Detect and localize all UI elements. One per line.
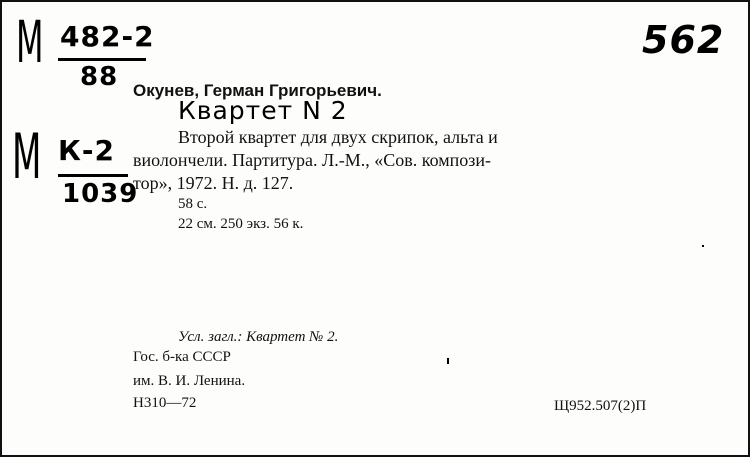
shelfmark-divider-2 [58,174,128,177]
classification-code: Щ952.507(2)П [554,398,647,414]
shelfmark-divider-1 [58,58,146,61]
speck [447,358,449,364]
title-line-2: виолончели. Партитура. Л.-М., «Сов. компози- [133,150,491,170]
shelfmark-letter-1: М [16,8,44,76]
shelfmark-bottom-1: 88 [80,62,119,92]
pages: 58 с. [178,196,208,212]
shelfmark-letter-2: М [12,120,42,193]
library-line-1: Гос. б-ка СССР [133,349,231,365]
library-line-2: им. В. И. Ленина. [133,373,246,389]
handwritten-title-note: Квартет N 2 [178,96,348,125]
author-heading: Окунев, Герман Григорьевич. [133,81,382,100]
speck [702,245,704,247]
shelfmark-bottom-2: 1039 [62,179,139,209]
shelfmark-top-2: К-2 [58,134,115,167]
title-line-3: тор», 1972. Н. д. 127. [133,173,294,193]
shelfmark-top-1: 482-2 [60,20,155,53]
page-number-handwritten: 562 [642,18,725,62]
conventional-title: Усл. загл.: Квартет № 2. [178,329,339,345]
size-print-price: 22 см. 250 экз. 56 к. [178,216,304,232]
card-number: Н310—72 [133,395,197,411]
title-line-1: Второй квартет для двух скрипок, альта и [178,127,498,147]
